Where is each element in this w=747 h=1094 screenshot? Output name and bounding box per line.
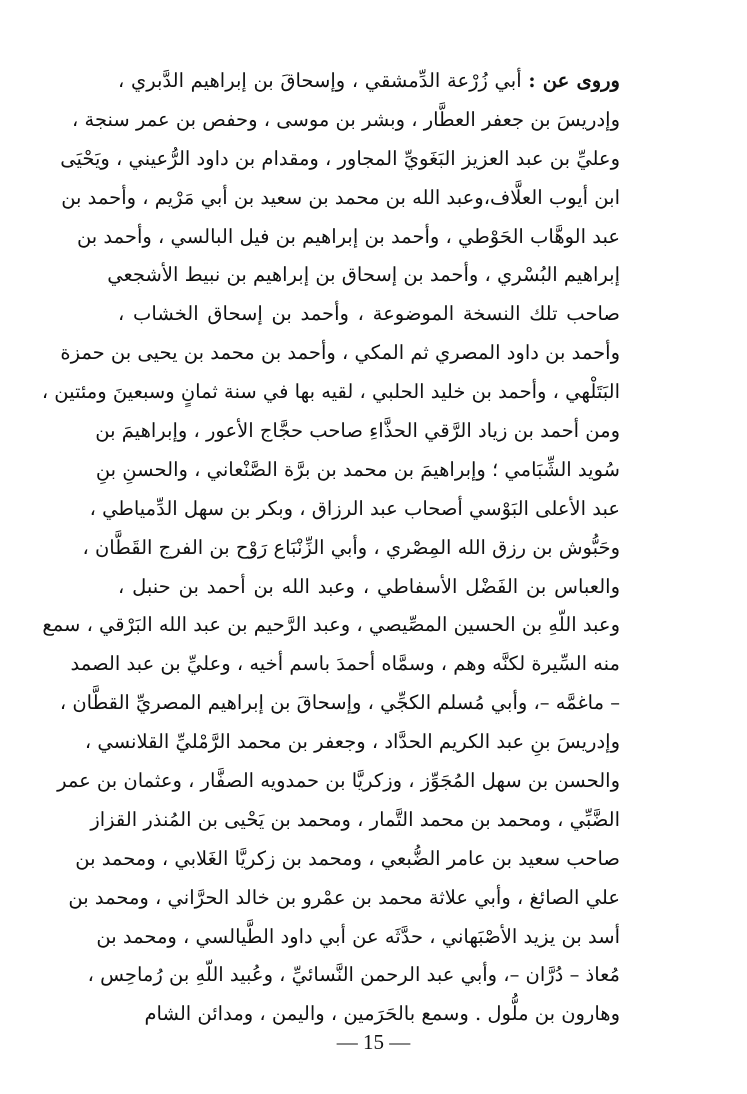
text-line: والعباس بن الفَضْل الأسفاطي ، وعبد الله بن أحمد بن حنبل ،	[118, 574, 620, 598]
text-line: عبد الوهَّاب الحَوْطي ، وأحمد بن إبراهيم بن فيل البالسي ، وأحمد بن	[76, 224, 620, 248]
text-line: علي الصائغ ، وأبي علاثة محمد بن عمْرو بن خالد الحرَّاني ، ومحمد بن	[68, 885, 620, 909]
text-line: وعبد اللّهِ بن الحسين المصِّيصي ، وعبد الرَّحيم بن عبد الله البَرْقي ، سمع	[42, 613, 620, 637]
text-line: وأحمد بن داود المصري ثم المكي ، وأحمد بن محمد بن يحيى بن حمزة	[60, 341, 620, 365]
text-line: ومن أحمد بن زياد الرَّقي الحذَّاءِ صاحب حجَّاج الأعور ، وإبراهيمَ بن	[95, 419, 620, 443]
text-line: صاحب تلك النسخة الموضوعة ، وأحمد بن إسحاق الخشاب ،	[118, 302, 620, 326]
text-line	[118, 62, 620, 101]
text-line: سُويد الشِّبَامي ؛ وإبراهيمَ بن محمد بن برَّة الصَّنْعاني ، والحسنِ بنِ	[95, 457, 620, 481]
text-line: ابن أيوب العلَّاف،وعبد الله بن محمد بن سعيد بن أبي مَرْيم ، وأحمد بن	[61, 185, 620, 209]
text-line: أسد بن يزيد الأصْبَهاني ، حدَّثَه عن أبي داود الطَّيالسي ، ومحمد بن	[96, 924, 620, 948]
lead-phrase: وروى عن :	[528, 69, 620, 92]
text-line: صاحب سعيد بن عامر الضُّبعي ، ومحمد بن زكريَّا الغَلابي ، ومحمد بن	[75, 846, 620, 870]
text-line: والحسن بن سهل المُجَوِّز ، وزكريَّا بن حمدويه الصفَّار ، وعثمان بن عمر	[57, 769, 620, 793]
text-line: وهارون بن ملُّول . وسمع بالحَرَمين ، واليمن ، ومدائن الشام	[144, 1002, 620, 1026]
text-line: وحَبُّوش بن رزق الله المِصْري ، وأبي الزِّنْبَاع رَوْح بن الفرج القَطَّان ،	[82, 535, 620, 559]
text-line: وإدريسَ بن جعفر العطَّار ، وبشر بن موسى ، وحفص بن عمر سنجة ،	[72, 107, 620, 131]
text-line: إبراهيم البُسْري ، وأحمد بن إسحاق بن إبراهيم بن نبيط الأشجعي	[107, 263, 620, 287]
text-line: عبد الأعلى البَوْسي أصحاب عبد الرزاق ، وبكر بن سهل الدِّمياطي ،	[89, 496, 620, 520]
text-line: منه السِّيرة لكنَّه وهم ، وسمَّاه أحمدَ باسم أخيه ، وعليِّ بن عبد الصمد	[70, 652, 620, 676]
page-number: — 15 —	[336, 1030, 411, 1054]
line-text: أبي زُرْعة الدِّمشقي ، وإسحاقَ بن إبراهيم الدَّبري ،	[118, 69, 522, 92]
text-line: مُعاذ – دُرَّان –، وأبي عبد الرحمن النَّسائيِّ ، وعُبيد اللّهِ بن رُماحِس ،	[87, 963, 620, 987]
text-line: البَتَلْهي ، وأحمد بن خليد الحلبي ، لقيه بها في سنة ثمانٍ وسبعينَ ومئتين ،	[41, 380, 620, 404]
text-line: وإدريسَ بنِ عبد الكريم الحدَّاد ، وجعفر بن محمد الرَّمْليِّ القلانسي ،	[84, 730, 620, 754]
body-text	[41, 62, 620, 1034]
text-line: – ماغمَّه –، وأبي مُسلم الكجِّي ، وإسحاقَ بن إبراهيم المصريِّ القطَّان ،	[59, 691, 620, 715]
text-line: وعليِّ بن عبد العزيز البَغَويِّ المجاور ، ومقدام بن داود الرُّعيني ، ويَحْيَى	[60, 146, 620, 170]
text-line: الضَّبِّي ، ومحمد بن محمد التَّمار ، ومحمد بن يَحْيى بن المُنذر القزاز	[90, 807, 620, 831]
